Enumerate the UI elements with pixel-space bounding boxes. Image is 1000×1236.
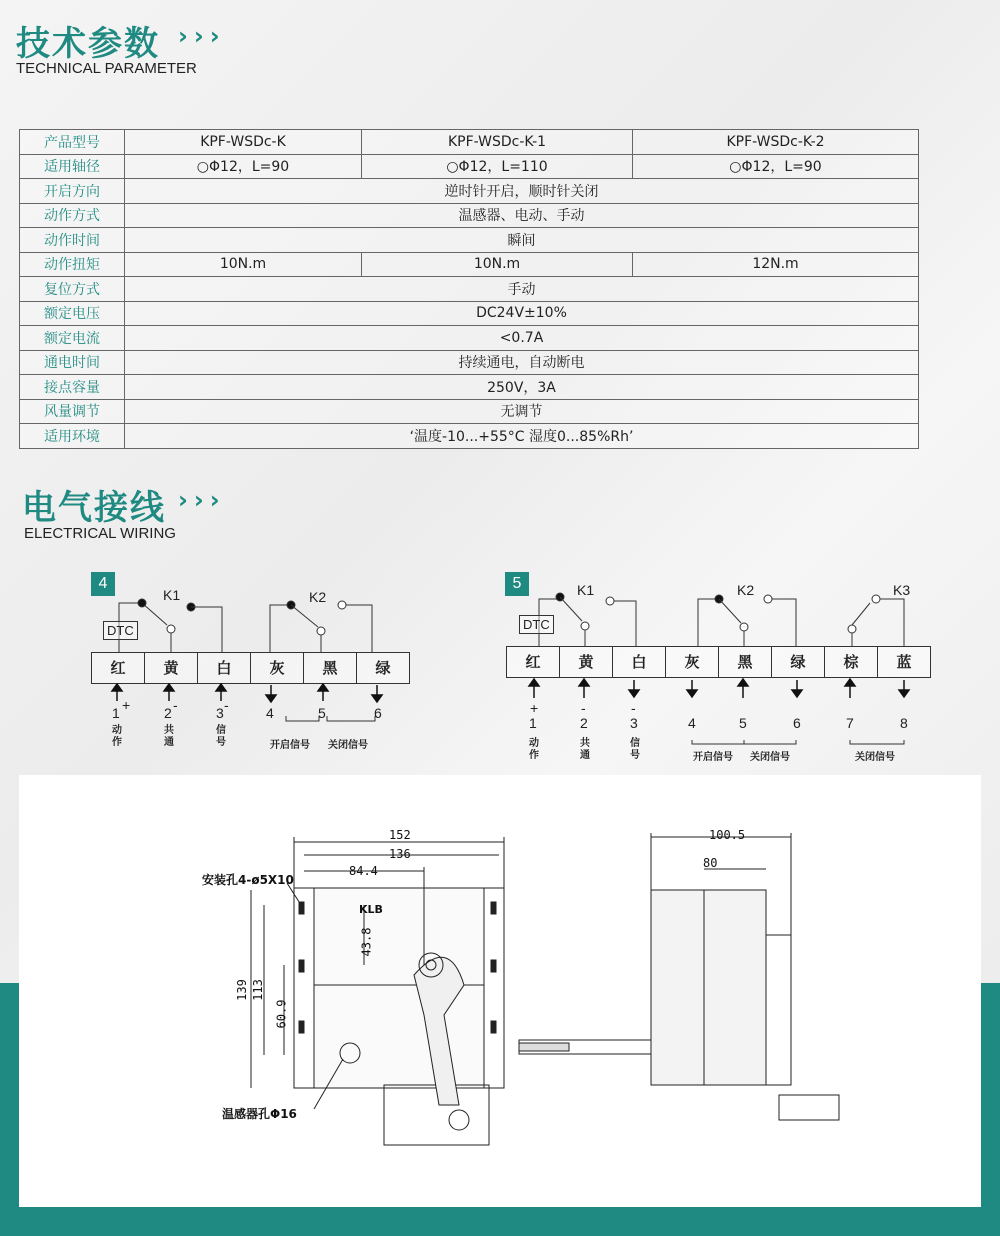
parameter-value: 10N.m [125, 252, 362, 277]
dimension-drawing-card [19, 775, 981, 1207]
terminal-number: 6 [793, 715, 801, 731]
terminal-white: 白 [613, 647, 666, 677]
polarity-sign: + [122, 697, 131, 713]
close-signal-label: 关闭信号 [328, 740, 368, 751]
dimension-152: 152 [389, 828, 411, 842]
parameter-row [20, 154, 919, 179]
terminal-number: 1 [529, 715, 537, 731]
parameter-value: 持续通电，自动断电 [125, 350, 919, 375]
parameter-value: <0.7A [125, 326, 919, 351]
sensor-hole-note: 温感器孔Φ16 [222, 1107, 297, 1121]
terminal-number: 3 [216, 705, 224, 721]
terminal-number: 2 [164, 705, 172, 721]
polarity-sign: - [173, 697, 178, 713]
terminal-black: 黑 [304, 653, 357, 683]
terminal-number: 5 [318, 705, 326, 721]
polarity-sign: + [530, 700, 539, 716]
parameter-label: 风量调节 [20, 399, 125, 424]
terminal-strip [506, 646, 931, 678]
dimension-drawing [19, 775, 981, 1207]
dtc-label: DTC [519, 615, 554, 634]
tech-section-subtitle: TECHNICAL PARAMETER [16, 60, 197, 77]
vertical-label-signal: 信号 [630, 738, 640, 761]
parameter-value: ○Φ12，L=90 [125, 154, 362, 179]
terminal-red: 红 [507, 647, 560, 677]
terminal-red: 红 [92, 653, 145, 683]
vertical-label-common: 共通 [164, 725, 174, 748]
parameter-row [20, 252, 919, 277]
parameter-label: 接点容量 [20, 375, 125, 400]
terminal-blue: 蓝 [896, 653, 912, 671]
parameter-label: 额定电压 [20, 301, 125, 326]
parameter-label: 额定电流 [20, 326, 125, 351]
wiring-diagram-5-arrows [506, 678, 936, 758]
wiring-section-title: 电气接线 [22, 488, 166, 528]
parameter-value: DC24V±10% [125, 301, 919, 326]
terminal-yellow: 黄 [560, 647, 613, 677]
parameter-value: 250V，3A [125, 375, 919, 400]
terminal-number: 4 [688, 715, 696, 731]
close-signal-label-2: 关闭信号 [855, 752, 895, 763]
diagram-badge: 4 [91, 572, 115, 596]
k2-label: K2 [737, 582, 755, 598]
parameter-label: 通电时间 [20, 350, 125, 375]
terminal-brown: 棕 [825, 647, 878, 677]
terminal-number: 6 [374, 705, 382, 721]
parameter-row [20, 277, 919, 302]
vertical-label-action: 动作 [529, 738, 539, 761]
parameter-value: 无调节 [125, 399, 919, 424]
parameter-row [20, 399, 919, 424]
parameter-label: 适用环境 [20, 424, 125, 449]
vertical-label-signal: 信号 [216, 725, 226, 748]
mounting-hole-note: 安装孔4-ø5X10 [202, 873, 294, 887]
parameter-value: 温感器、电动、手动 [125, 203, 919, 228]
parameter-row [20, 179, 919, 204]
polarity-sign: - [224, 697, 229, 713]
dimension-139: 139 [234, 979, 249, 1001]
parameter-row [20, 203, 919, 228]
terminal-number: 4 [266, 705, 274, 721]
terminal-white: 白 [198, 653, 251, 683]
parameter-label: 开启方向 [20, 179, 125, 204]
close-signal-label: 关闭信号 [750, 752, 790, 763]
parameter-value: ○Φ12，L=90 [633, 154, 919, 179]
dimension-100-5: 100.5 [709, 828, 746, 842]
dimension-80: 80 [703, 856, 718, 870]
polarity-sign: - [631, 700, 636, 716]
terminal-strip [91, 652, 410, 684]
open-signal-label: 开启信号 [693, 752, 733, 763]
terminal-grey: 灰 [251, 653, 304, 683]
terminal-black: 黑 [719, 647, 772, 677]
terminal-green: 绿 [375, 659, 391, 677]
parameter-row [20, 326, 919, 351]
parameter-row [20, 130, 919, 155]
k1-label: K1 [163, 587, 181, 603]
parameter-value: KPF-WSDc-K-1 [362, 130, 633, 155]
polarity-sign: - [581, 700, 586, 716]
parameter-label: 适用轴径 [20, 154, 125, 179]
parameter-value: KPF-WSDc-K-2 [633, 130, 919, 155]
wiring-diagram-5-lines [500, 585, 940, 655]
dimension-136: 136 [389, 847, 411, 861]
parameter-label: 产品型号 [20, 130, 125, 155]
terminal-number: 8 [900, 715, 908, 731]
k1-label: K1 [577, 582, 595, 598]
parameter-value: 逆时针开启，顺时针关闭 [125, 179, 919, 204]
brand-logo: KLB [359, 903, 383, 916]
parameter-value: 手动 [125, 277, 919, 302]
vertical-label-common: 共通 [580, 738, 590, 761]
terminal-number: 5 [739, 715, 747, 731]
terminal-green: 绿 [772, 647, 825, 677]
parameter-value: KPF-WSDc-K [125, 130, 362, 155]
chevron-right-icon: ››› [178, 486, 226, 514]
parameter-value: 瞬间 [125, 228, 919, 253]
dtc-label: DTC [103, 621, 138, 640]
dimension-113: 113 [250, 979, 265, 1001]
dimension-84-4: 84.4 [349, 864, 378, 878]
chevron-right-icon: ››› [178, 22, 226, 50]
parameter-row [20, 301, 919, 326]
diagram-badge: 5 [505, 572, 529, 596]
terminal-number: 3 [630, 715, 638, 731]
vertical-label-action: 动作 [112, 725, 122, 748]
parameter-label: 动作方式 [20, 203, 125, 228]
parameter-label: 复位方式 [20, 277, 125, 302]
parameter-row [20, 228, 919, 253]
parameter-table [19, 129, 919, 449]
parameter-row [20, 375, 919, 400]
wiring-section-subtitle: ELECTRICAL WIRING [24, 525, 176, 542]
terminal-number: 1 [112, 705, 120, 721]
parameter-value: 10N.m [362, 252, 633, 277]
tech-section-title: 技术参数 [16, 24, 160, 64]
dimension-60-9: 60.9 [274, 999, 289, 1029]
parameter-value: ‘温度-10...+55°C 湿度0...85%Rh’ [125, 424, 919, 449]
terminal-number: 7 [846, 715, 854, 731]
wiring-diagram-4-arrows [91, 683, 411, 733]
k3-label: K3 [893, 582, 911, 598]
terminal-grey: 灰 [666, 647, 719, 677]
parameter-value: ○Φ12，L=110 [362, 154, 633, 179]
dimension-43-8: 43.8 [359, 927, 374, 957]
k2-label: K2 [309, 589, 327, 605]
terminal-number: 2 [580, 715, 588, 731]
parameter-value: 12N.m [633, 252, 919, 277]
open-signal-label: 开启信号 [270, 740, 310, 751]
parameter-label: 动作扭矩 [20, 252, 125, 277]
parameter-label: 动作时间 [20, 228, 125, 253]
parameter-row [20, 350, 919, 375]
terminal-yellow: 黄 [145, 653, 198, 683]
parameter-row [20, 424, 919, 449]
